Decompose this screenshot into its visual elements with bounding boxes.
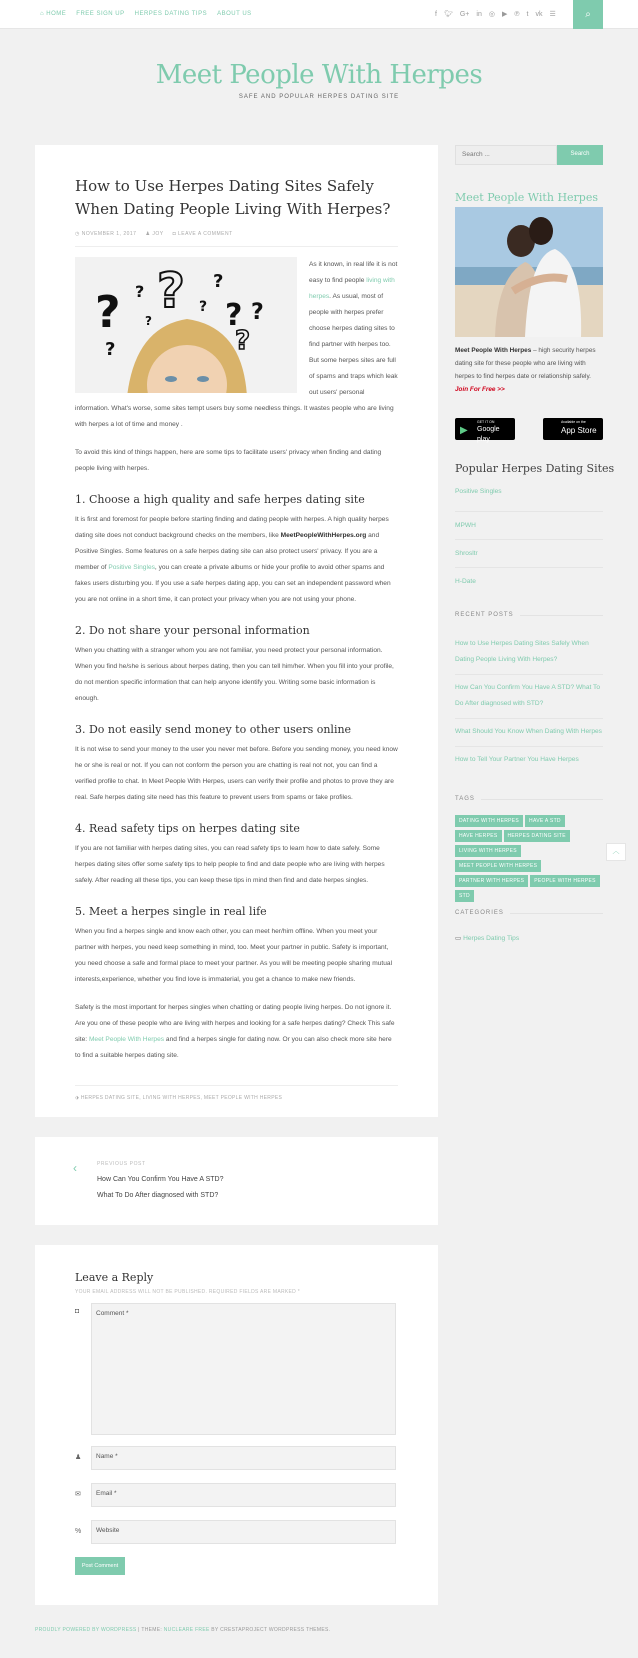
top-bar — [0, 0, 638, 29]
svg-text:?: ? — [235, 326, 251, 356]
popular-site-h-date[interactable]: H-Date — [455, 578, 476, 585]
svg-text:?: ? — [213, 271, 224, 292]
post-comment-button[interactable]: Post Comment — [75, 1557, 125, 1575]
positive-singles-link[interactable]: Positive Singles — [108, 564, 155, 571]
divider — [520, 615, 603, 616]
previous-post-label: PREVIOUS POST — [97, 1161, 146, 1167]
instagram-icon[interactable]: ◎ — [488, 10, 495, 18]
site-title[interactable]: Meet People With Herpes — [155, 60, 483, 90]
back-to-top-button[interactable] — [606, 843, 626, 861]
section-paragraph-2: When you chatting with a stranger whom you are not familiar, you need protect your personal information. When you find he/she is serious about herpes dating, then you can tell him/her. When you fill into your profile, do not mention specific information that can help anyone identify you. Writing some basic information is enough. — [75, 647, 394, 702]
svg-text:?: ? — [157, 263, 185, 319]
comment-icon: ◘ — [172, 231, 177, 237]
popular-site-positive-singles[interactable]: Positive Singles — [455, 484, 603, 512]
main-nav — [40, 0, 252, 29]
tags-title: TAGS — [455, 795, 603, 805]
tag-item[interactable]: DATING WITH HERPES — [455, 815, 523, 827]
section-heading-1: 1. Choose a high quality and safe herpes dating site — [75, 493, 365, 506]
categories-title: CATEGORIES — [455, 909, 603, 919]
section-paragraph-5: When you find a herpes single and know each other, you can meet her/him offline. When you meet your partner with herpes, you need keep something in mind, too. Meet your partner in public. Safety is important, you need choose a safe and formal place to meet your partner. As you will be meeting people sharing mutual interests,experience, whether you find love is immaterial, you get a chance to make new friends. — [75, 928, 393, 983]
nav-item-about-us[interactable]: ABOUT US — [217, 10, 252, 17]
folder-icon: ▭ — [455, 935, 462, 942]
post-body — [75, 257, 398, 1064]
living-with-herpes-link[interactable]: living with herpes — [309, 277, 395, 300]
previous-post-link[interactable]: How Can You Confirm You Have A STD? What To Do After diagnosed with STD? — [97, 1176, 224, 1199]
site-footer: PROUDLY POWERED BY WORDPRESS | THEME: NUCLEARE FREE BY CRESTAPROJECT WORDPRESS THEMES. — [35, 1627, 331, 1633]
closing-paragraph: Safety is the most important for herpes singles when chatting or dating people living herpes. Do not ignore it. Are you one of these people who are living with herpes and looking for a safe herpes dating? Check This safe site: Meet People With Herpes and find a herpes single for dating now. Or you can also check more site here to find a suitable herpes dating site. — [75, 1004, 395, 1059]
tag-item[interactable]: HAVE A STD — [525, 815, 565, 827]
svg-text:?: ? — [105, 339, 116, 360]
promo-text: Meet People With Herpes – high security herpes dating site for these people who are living with herpes to find herpes date or relationship safely. Join For Free >> — [455, 347, 596, 393]
facebook-icon[interactable]: f — [435, 10, 437, 18]
couple-on-beach-image — [455, 207, 603, 337]
svg-text:?: ? — [199, 299, 208, 315]
post-author[interactable]: ♟ JOY — [145, 231, 164, 237]
user-icon: ♟ — [145, 231, 151, 237]
linkedin-icon[interactable]: in — [476, 10, 482, 18]
site-description: SAFE AND POPULAR HERPES DATING SITE — [238, 94, 400, 100]
intro-paragraph: As it known, in real life it is not easy to find people living with herpes. As usual, most of people with herpes prefer choose herpes dating sites to find partner with herpes too. But some herpes sites are full of spams and traps which leak out users' personal information. What's worse, some sites tempt users buy some needless things. It wastes people who are living with herpes a lot of time and money . — [75, 261, 398, 428]
privacy-paragraph: To avoid this kind of things happen, here are some tips to facilitate users' privacy when finding and dating people living with herpes. — [75, 449, 382, 472]
wordpress-link[interactable]: PROUDLY POWERED BY WORDPRESS — [35, 1627, 137, 1633]
sidebar-search-button[interactable]: Search — [557, 145, 603, 165]
tag-item[interactable]: HERPES DATING SITE — [504, 830, 570, 842]
tag-item[interactable]: LIVING WITH HERPES — [455, 845, 521, 857]
recent-posts-title: RECENT POSTS — [455, 611, 603, 621]
social-links — [435, 0, 556, 29]
couple-photo[interactable] — [455, 207, 603, 337]
play-icon: ▶ — [460, 425, 468, 436]
google-play-badge[interactable]: ▶ GET IT ON Google play — [455, 418, 515, 440]
svg-text:?: ? — [145, 314, 152, 328]
section-heading-5: 5. Meet a herpes single in real life — [75, 905, 267, 918]
post-title: How to Use Herpes Dating Sites Safely When Dating People Living With Herpes? — [75, 177, 391, 218]
featured-image — [75, 257, 297, 393]
divider — [481, 799, 603, 800]
recent-posts-list — [455, 636, 603, 774]
tag-item[interactable]: PARTNER WITH HERPES — [455, 875, 528, 887]
email-input[interactable]: Email * — [91, 1483, 396, 1507]
search-icon: ⌕ — [585, 8, 591, 20]
nav-item-free-sign-up[interactable]: FREE SIGN UP — [76, 10, 125, 17]
tag-item[interactable]: MEET PEOPLE WITH HERPES — [455, 860, 541, 872]
tag-item[interactable]: PEOPLE WITH HERPES — [530, 875, 600, 887]
google-plus-icon[interactable]: G+ — [459, 10, 470, 18]
tag-cloud — [455, 815, 605, 905]
post-navigation — [35, 1137, 438, 1225]
section-paragraph-4: If you are not familiar with herpes dating sites, you can read safety tips to learn how to date safely. Some herpes dating sites offer some safety tips to help people to find and date people who are living with herpes safely. After reading all these tips, you can keep these tips in mind then find and date herpes singles. — [75, 845, 385, 884]
search-toggle-button[interactable] — [573, 0, 603, 29]
rss-icon[interactable]: ☰ — [549, 10, 556, 18]
name-input[interactable]: Name * — [91, 1446, 396, 1470]
theme-link[interactable]: NUCLEARE FREE — [163, 1627, 210, 1633]
section-heading-3: 3. Do not easily send money to other users online — [75, 723, 352, 736]
section-paragraph-1: It is first and foremost for people before starting finding and dating people with herpes. A high quality herpes dating site does not conduct background checks on the members, like MeetPeopleWithHerpes.org and Positive Singles. Some features on a safe herpes dating site can also protect users' privacy. If you are a member of Positive Singles, you can create a private albums or hide your profile to avoid other spams and fakes users disturbing you. If you use a safe herpes dating app, you can set an independent password when you are not online in a short time, it can protect your privacy when you are not using your phone. — [75, 516, 391, 603]
popular-site-mpwh[interactable]: MPWH — [455, 512, 603, 540]
post-tags: ⬗ HERPES DATING SITE, LIVING WITH HERPES, MEET PEOPLE WITH HERPES — [75, 1085, 398, 1102]
recent-post-item[interactable]: How to Use Herpes Dating Sites Safely When Dating People Living With Herpes? — [455, 636, 603, 675]
youtube-icon[interactable]: ▶ — [501, 10, 508, 18]
popular-sites-title: Popular Herpes Dating Sites — [455, 462, 615, 475]
pinterest-icon[interactable]: ℗ — [514, 10, 520, 18]
post-comments-link[interactable]: ◘ LEAVE A COMMENT — [172, 231, 233, 237]
tag-icon: ⬗ — [75, 1095, 80, 1101]
comment-textarea[interactable]: Comment * — [91, 1303, 396, 1435]
chevron-left-icon[interactable]: ‹ — [73, 1161, 77, 1175]
question-marks-illustration — [75, 257, 297, 393]
tag-item[interactable]: STD — [455, 890, 474, 902]
section-heading-2: 2. Do not share your personal information — [75, 624, 310, 637]
twitter-icon[interactable]: 🐦︎ — [443, 10, 453, 18]
tumblr-icon[interactable]: t — [526, 10, 529, 18]
sidebar-search-input[interactable]: Search ... — [455, 145, 557, 165]
home-icon: ⌂ — [40, 10, 45, 17]
reply-title: Leave a Reply — [75, 1271, 154, 1284]
post-card — [35, 145, 438, 1117]
link-icon: % — [75, 1528, 82, 1535]
comment-icon: ◘ — [75, 1308, 80, 1315]
recent-post-item[interactable]: What Should You Know When Dating With Herpes — [455, 719, 603, 747]
comment-form — [35, 1245, 438, 1605]
recent-post-item[interactable]: How to Tell Your Partner You Have Herpes — [455, 756, 579, 763]
post-meta — [75, 230, 398, 247]
promo-title: Meet People With Herpes — [455, 191, 598, 204]
nav-item-home[interactable]: ⌂ HOME — [40, 10, 67, 17]
svg-text:?: ? — [135, 282, 145, 301]
meet-people-with-herpes-link[interactable]: Meet People With Herpes — [88, 1036, 165, 1043]
svg-text:?: ? — [225, 298, 243, 333]
category-item[interactable]: ▭ Herpes Dating Tips — [455, 935, 520, 942]
vk-icon[interactable]: vk — [535, 10, 543, 18]
svg-text:?: ? — [95, 287, 121, 338]
website-input[interactable]: Website — [91, 1520, 396, 1544]
popular-site-shrosltr[interactable]: Shrosltr — [455, 540, 603, 568]
section-heading-4: 4. Read safety tips on herpes dating site — [75, 822, 300, 835]
reply-note: YOUR EMAIL ADDRESS WILL NOT BE PUBLISHED. REQUIRED FIELDS ARE MARKED * — [75, 1289, 301, 1295]
tag-item[interactable]: HAVE HERPES — [455, 830, 502, 842]
user-icon: ♟ — [75, 1454, 82, 1461]
recent-post-item[interactable]: How Can You Confirm You Have A STD? What To Do After diagnosed with STD? — [455, 675, 603, 719]
popular-sites-list — [455, 484, 603, 596]
chevron-up-icon: ︿ — [612, 848, 620, 856]
app-store-badge[interactable]: Available on the App Store — [543, 418, 603, 440]
divider — [510, 913, 603, 914]
svg-text:?: ? — [251, 300, 264, 325]
clock-icon: ◷ — [75, 231, 80, 237]
join-for-free-link[interactable]: Join For Free >> — [455, 386, 505, 393]
section-paragraph-3: It is not wise to send your money to the user you never met before. Before you sending money, you need know he or she is real or not. If you can not conform the person you are chatting is real not not, you can find a verified profile to chat. In Meet People With Herpes, users can verify their profile and photos to prove they are real. Safe herpes dating site need has this feature to prevent users from spams or fake profiles. — [75, 746, 398, 801]
post-content — [75, 175, 398, 1064]
post-date[interactable]: ◷ NOVEMBER 1, 2017 — [75, 231, 137, 237]
nav-item-herpes-dating-tips[interactable]: HERPES DATING TIPS — [134, 10, 208, 17]
envelope-icon: ✉ — [75, 1491, 81, 1498]
